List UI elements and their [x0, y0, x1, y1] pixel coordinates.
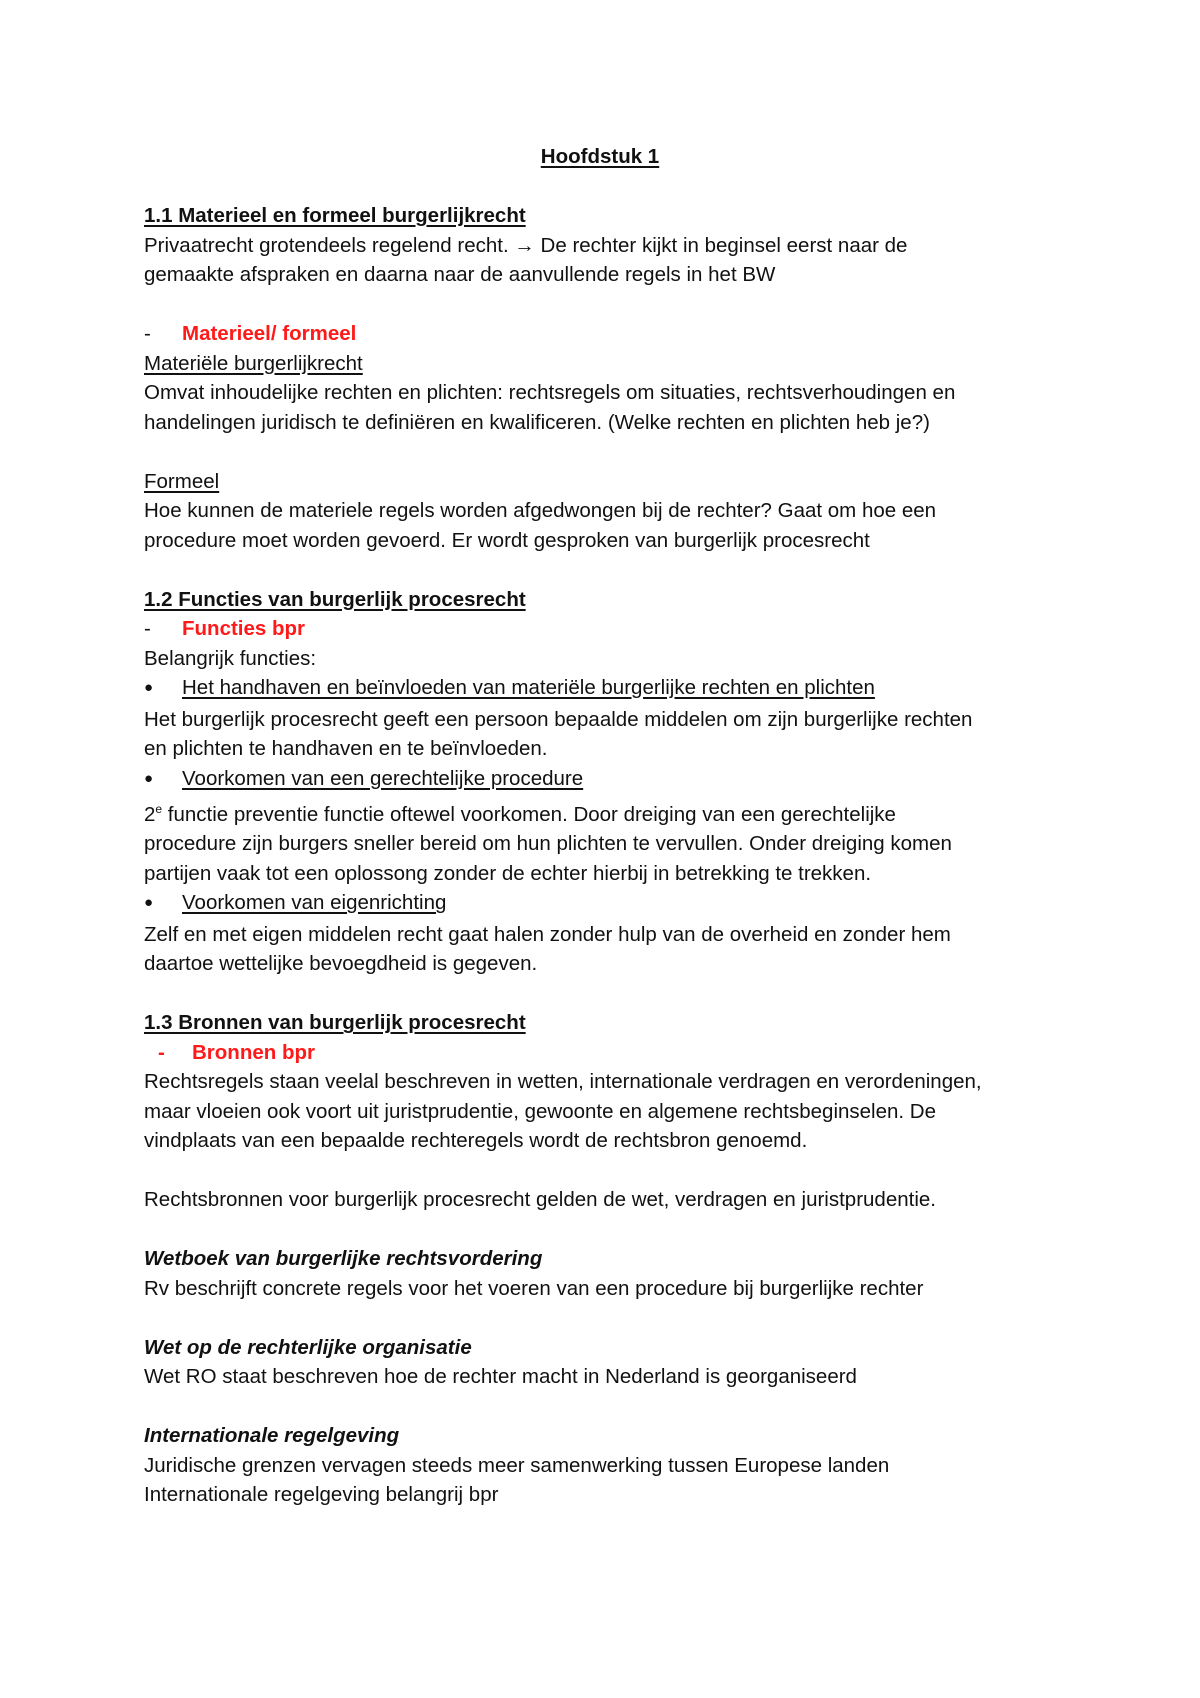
paragraph-line: Hoe kunnen de materiele regels worden afgedwongen bij de rechter? Gaat om hoe een	[144, 499, 937, 522]
page-title: Hoofdstuk 1	[540, 145, 660, 168]
paragraph-line: procedure zijn burgers sneller bereid om hun plichten te vervullen. Onder dreiging komen	[144, 832, 952, 856]
section-1-1-heading: 1.1 Materieel en formeel burgerlijkrecht	[144, 204, 526, 227]
paragraph-line: handelingen juridisch te definiëren en kwalificeren. (Welke rechten en plichten heb je?)	[144, 410, 930, 434]
dash-marker: -	[158, 1040, 165, 1064]
paragraph-line	[144, 795, 1080, 829]
ordinal-number: 2	[144, 802, 156, 826]
paragraph-line: Omvat inhoudelijke rechten en plichten: rechtsregels om situaties, rechtsverhoudingen en	[144, 381, 956, 404]
dash-item-functies	[144, 614, 1080, 644]
paragraph-line: daartoe wettelijke bevoegdheid is gegeven.	[144, 952, 538, 976]
paragraph-line: Het burgerlijk procesrecht geeft een persoon bepaalde middelen om zijn burgerlijke rechten	[144, 707, 973, 731]
paragraph-line: maar vloeien ook voort uit juristprudentie, gewoonte en algemene rechtsbeginselen. De	[144, 1099, 937, 1123]
bullet-item-handhaven	[144, 673, 1080, 705]
paragraph-text: functie preventie functie oftewel voorkomen. Door dreiging van een gerechtelijke	[162, 802, 896, 826]
bullet-icon	[144, 764, 182, 796]
paragraph-line: Rechtsbronnen voor burgerlijk procesrecht gelden de wet, verdragen en juristprudentie.	[144, 1188, 936, 1212]
paragraph-line: en plichten te handhaven en te beïnvloeden.	[144, 737, 548, 760]
ro-subheading: Wet op de rechterlijke organisatie	[144, 1335, 472, 1359]
paragraph-line: Zelf en met eigen middelen recht gaat halen zonder hulp van de overheid en zonder hem	[144, 922, 951, 946]
paragraph-line: procedure moet worden gevoerd. Er wordt gesproken van burgerlijk procesrecht	[144, 528, 870, 552]
paragraph-line: vindplaats van een bepaalde rechteregels wordt de rechtsbron genoemd.	[144, 1129, 808, 1153]
paragraph-line: Juridische grenzen vervagen steeds meer samenwerking tussen Europese landen	[144, 1453, 890, 1477]
dash-item-label: Bronnen bpr	[192, 1040, 315, 1064]
bullet-label: Voorkomen van een gerechtelijke procedure	[182, 766, 584, 790]
bullet-label: Voorkomen van eigenrichting	[182, 891, 447, 915]
bullet-icon	[144, 888, 182, 920]
paragraph-line: gemaakte afspraken en daarna naar de aanvullende regels in het BW	[144, 263, 776, 286]
bullet-icon	[144, 673, 182, 705]
bullet-item-voorkomen-procedure	[144, 764, 1080, 796]
dash-item-label: Materieel/ formeel	[182, 322, 357, 345]
bullet-item-eigenrichting	[144, 888, 1080, 920]
dash-item-materieel-formeel	[144, 319, 1080, 349]
dash-marker: -	[144, 322, 151, 345]
ordinal-suffix: e	[155, 802, 163, 816]
formeel-subheading: Formeel	[144, 469, 220, 493]
rv-subheading: Wetboek van burgerlijke rechtsvordering	[144, 1247, 543, 1271]
materieel-subheading: Materiële burgerlijkrecht	[144, 351, 363, 375]
paragraph-line: Rechtsregels staan veelal beschreven in wetten, internationale verdragen en verordeningen,	[144, 1070, 982, 1094]
international-subheading: Internationale regelgeving	[144, 1424, 400, 1448]
paragraph-line: Belangrijk functies:	[144, 646, 317, 670]
section-1-3-heading: 1.3 Bronnen van burgerlijk procesrecht	[144, 1011, 526, 1035]
dash-marker: -	[144, 617, 151, 640]
bullet-label: Het handhaven en beïnvloeden van materiële burgerlijke rechten en plichten	[182, 676, 875, 699]
paragraph-line: Internationale regelgeving belangrij bpr	[144, 1483, 499, 1507]
paragraph-line: partijen vaak tot een oplossong zonder de echter hierbij in betrekking te trekken.	[144, 861, 872, 885]
paragraph-line: Privaatrecht grotendeels regelend recht. → De rechter kijkt in beginsel eerst naar de	[144, 233, 908, 257]
section-1-2-heading: 1.2 Functies van burgerlijk procesrecht	[144, 587, 526, 611]
paragraph-line: Rv beschrijft concrete regels voor het voeren van een procedure bij burgerlijke rechter	[144, 1276, 924, 1300]
paragraph-line: Wet RO staat beschreven hoe de rechter macht in Nederland is georganiseerd	[144, 1365, 857, 1389]
dash-item-bronnen	[144, 1038, 1080, 1068]
dash-item-label: Functies bpr	[182, 617, 306, 640]
